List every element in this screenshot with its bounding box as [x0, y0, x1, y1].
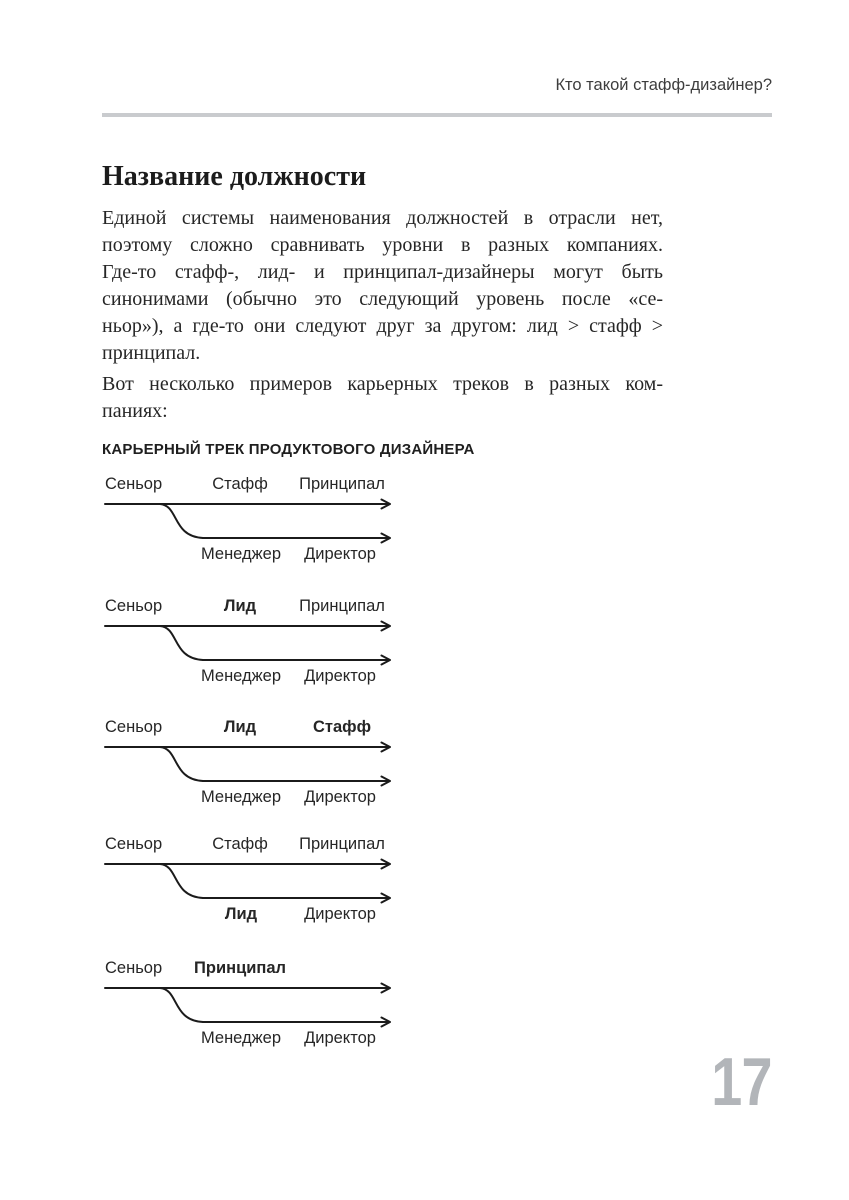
role-label: Менеджер: [200, 788, 282, 806]
track-upper-labels: [102, 959, 502, 977]
page-title: Название должности: [102, 161, 367, 192]
role-label: Принципал: [299, 835, 385, 853]
role-label: Сеньор: [105, 597, 163, 615]
branching-arrows-graphic: [102, 496, 402, 548]
role-label: Директор: [304, 905, 376, 923]
track-upper-labels: [102, 597, 502, 615]
track-lower-labels: [102, 788, 502, 806]
track-lower-labels: [102, 667, 502, 685]
branching-arrows-graphic: [102, 618, 402, 670]
role-label: Директор: [304, 545, 376, 563]
branching-arrows-graphic: [102, 980, 402, 1032]
role-label: Принципал: [194, 959, 286, 977]
paragraph-line: синонимами (обычно это следующий уровень после «се-: [102, 288, 663, 310]
career-track-diagram: [102, 718, 502, 810]
role-label: Лид: [224, 905, 258, 923]
figure-caption: КАРЬЕРНЫЙ ТРЕК ПРОДУКТОВОГО ДИЗАЙНЕРА: [102, 441, 475, 458]
track-lower-labels: [102, 1029, 502, 1047]
role-label: Менеджер: [200, 667, 282, 685]
paragraph-line: Где-то стафф-, лид- и принципал-дизайнеры могут быть: [102, 261, 663, 283]
track-upper-labels: [102, 835, 502, 853]
career-track-diagram: [102, 597, 502, 689]
role-label: Сеньор: [105, 959, 163, 977]
track-lower-labels: [102, 545, 502, 563]
role-label: Принципал: [299, 475, 385, 493]
role-label: Стафф: [212, 475, 268, 493]
career-track-diagram: [102, 475, 502, 567]
role-label: Директор: [304, 788, 376, 806]
track-lower-labels: [102, 905, 502, 923]
paragraph-line: Единой системы наименования должностей в отрасли нет,: [102, 207, 663, 229]
track-upper-labels: [102, 475, 502, 493]
role-label: Принципал: [299, 597, 385, 615]
track-upper-labels: [102, 718, 502, 736]
paragraph-line: ньор»), а где-то они следуют друг за другом: лид > стафф >: [102, 315, 663, 337]
role-label: Сеньор: [105, 718, 163, 736]
branching-arrows-graphic: [102, 739, 402, 791]
paragraph-line: принципал.: [102, 342, 201, 364]
header-rule: [102, 113, 772, 117]
role-label: Сеньор: [105, 475, 163, 493]
career-track-diagram: [102, 835, 502, 927]
paragraph-line: Вот несколько примеров карьерных треков в разных ком-: [102, 373, 663, 395]
role-label: Директор: [304, 1029, 376, 1047]
role-label: Лид: [223, 597, 257, 615]
role-label: Сеньор: [105, 835, 163, 853]
page-number: 17: [711, 1044, 772, 1120]
body-paragraph: [102, 371, 663, 425]
branching-arrows-graphic: [102, 856, 402, 908]
body-paragraph: [102, 205, 663, 367]
role-label: Лид: [223, 718, 257, 736]
role-label: Менеджер: [200, 1029, 282, 1047]
role-label: Менеджер: [200, 545, 282, 563]
role-label: Стафф: [312, 718, 372, 736]
role-label: Стафф: [212, 835, 268, 853]
career-track-diagram: [102, 959, 502, 1051]
paragraph-line: поэтому сложно сравнивать уровни в разных компаниях.: [102, 234, 663, 256]
role-label: Директор: [304, 667, 376, 685]
running-head: Кто такой стафф-дизайнер?: [555, 76, 772, 94]
paragraph-line: паниях:: [102, 400, 168, 422]
